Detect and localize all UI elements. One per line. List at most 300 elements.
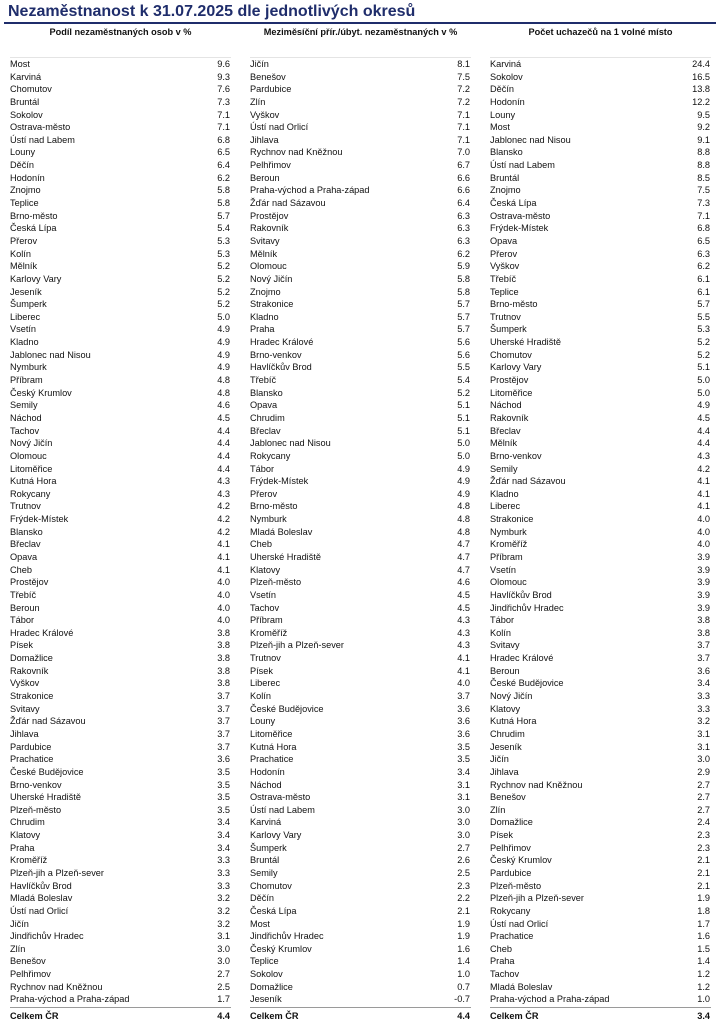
district-name: Praha	[250, 324, 275, 335]
district-name: Karlovy Vary	[10, 273, 62, 284]
table-row	[10, 273, 231, 286]
table-header: Meziměsíční přír./úbyt. nezaměstnaných v %	[250, 26, 471, 58]
district-value: 4.4	[217, 463, 230, 474]
district-name: Tábor	[490, 615, 515, 626]
table-row	[490, 134, 711, 147]
district-name: Strakonice	[10, 691, 54, 702]
district-name: Znojmo	[250, 286, 281, 297]
district-value: 3.0	[697, 754, 710, 765]
table-row	[490, 918, 711, 931]
district-value: 4.8	[457, 501, 470, 512]
district-name: Tachov	[490, 969, 520, 980]
district-name: Nový Jičín	[490, 691, 533, 702]
district-value: 5.0	[697, 387, 710, 398]
table-row	[10, 993, 231, 1006]
district-value: 12.2	[692, 96, 710, 107]
district-name: Prostějov	[250, 210, 289, 221]
table-row	[10, 639, 231, 652]
table-row	[250, 412, 471, 425]
district-name: Jihlava	[490, 766, 519, 777]
district-value: 3.6	[457, 703, 470, 714]
district-value: 5.3	[217, 235, 230, 246]
table-row	[490, 260, 711, 273]
district-value: 7.2	[457, 96, 470, 107]
district-value: 2.6	[457, 855, 470, 866]
district-name: Břeclav	[490, 425, 521, 436]
district-value: 3.8	[217, 653, 230, 664]
district-value: 4.7	[457, 551, 470, 562]
table-row	[10, 475, 231, 488]
table-row	[490, 184, 711, 197]
district-name: České Budějovice	[490, 678, 564, 689]
district-name: Beroun	[10, 602, 40, 613]
district-name: Chomutov	[250, 880, 292, 891]
table-applicants-per-vacancy	[490, 26, 711, 1023]
district-name: Chrudim	[490, 728, 525, 739]
table-row	[490, 273, 711, 286]
district-value: 3.1	[697, 728, 710, 739]
district-name: Trutnov	[250, 653, 281, 664]
district-name: Třebíč	[250, 375, 277, 386]
table-row	[10, 728, 231, 741]
district-name: Písek	[490, 830, 513, 841]
table-row	[10, 488, 231, 501]
table-row	[250, 184, 471, 197]
table-row	[250, 968, 471, 981]
district-name: Český Krumlov	[250, 943, 312, 954]
district-value: 3.3	[697, 691, 710, 702]
table-row	[10, 463, 231, 476]
table-row	[250, 159, 471, 172]
district-name: Frýdek-Místek	[490, 223, 549, 234]
district-name: Litoměřice	[250, 728, 293, 739]
table-row	[490, 728, 711, 741]
district-value: 3.2	[217, 918, 230, 929]
district-value: 4.9	[457, 476, 470, 487]
table-row	[250, 905, 471, 918]
district-name: Litoměřice	[490, 387, 533, 398]
district-value: 3.7	[217, 741, 230, 752]
district-name: Sokolov	[10, 109, 43, 120]
district-name: Kolín	[250, 691, 271, 702]
district-name: Přerov	[250, 488, 278, 499]
table-row	[250, 981, 471, 994]
district-value: 5.1	[457, 412, 470, 423]
district-name: Kladno	[250, 311, 279, 322]
table-row	[250, 804, 471, 817]
district-value: 3.0	[457, 830, 470, 841]
district-value: 9.2	[697, 122, 710, 133]
district-value: 3.8	[217, 678, 230, 689]
district-name: Bruntál	[250, 855, 280, 866]
district-name: Cheb	[250, 539, 272, 550]
table-row	[10, 361, 231, 374]
table-row	[490, 197, 711, 210]
district-value: 4.8	[457, 526, 470, 537]
district-value: 5.2	[217, 286, 230, 297]
district-value: 2.5	[457, 868, 470, 878]
district-value: 3.8	[217, 665, 230, 676]
district-value: 2.1	[697, 868, 710, 878]
district-name: Semily	[490, 463, 518, 474]
table-row	[250, 741, 471, 754]
district-value: 5.5	[697, 311, 710, 322]
table-row	[490, 589, 711, 602]
district-value: 2.9	[697, 766, 710, 777]
district-value: 3.7	[457, 691, 470, 702]
table-row	[490, 602, 711, 615]
table-row	[10, 867, 231, 880]
table-row	[10, 134, 231, 147]
table-row	[10, 336, 231, 349]
district-value: 7.1	[697, 210, 710, 221]
district-name: Pelhřimov	[250, 160, 291, 171]
district-name: Jablonec nad Nisou	[250, 438, 331, 449]
district-value: 3.5	[457, 754, 470, 765]
district-name: Žďár nad Sázavou	[10, 716, 86, 727]
district-value: 4.0	[217, 615, 230, 626]
table-row	[10, 298, 231, 311]
district-name: Písek	[250, 665, 273, 676]
district-name: Praha-východ a Praha-západ	[490, 994, 610, 1005]
table-body	[250, 58, 471, 1007]
table-total-row	[10, 1007, 231, 1023]
table-row	[490, 639, 711, 652]
table-row	[10, 172, 231, 185]
table-row	[10, 690, 231, 703]
district-value: 5.8	[217, 198, 230, 209]
table-row	[490, 905, 711, 918]
district-value: 6.1	[697, 273, 710, 284]
district-value: 3.2	[697, 716, 710, 727]
district-value: 3.8	[217, 627, 230, 638]
district-value: 8.8	[697, 147, 710, 158]
district-name: Svitavy	[250, 235, 280, 246]
table-row	[490, 286, 711, 299]
district-value: 3.3	[217, 855, 230, 866]
district-value: 3.0	[217, 956, 230, 967]
district-name: Zlín	[250, 96, 266, 107]
table-total-row	[490, 1007, 711, 1023]
table-body	[490, 58, 711, 1007]
table-row	[490, 829, 711, 842]
total-value: 4.4	[457, 1010, 470, 1021]
district-name: Mělník	[250, 248, 278, 259]
district-name: Jablonec nad Nisou	[10, 349, 91, 360]
district-name: Louny	[250, 716, 276, 727]
district-name: Pardubice	[10, 741, 52, 752]
district-name: Jeseník	[10, 286, 42, 297]
district-value: -0.7	[454, 994, 470, 1005]
table-row	[10, 627, 231, 640]
district-value: 5.9	[457, 261, 470, 272]
table-row	[10, 703, 231, 716]
district-name: Znojmo	[490, 185, 521, 196]
district-name: Plzeň-město	[250, 577, 302, 588]
district-name: Příbram	[10, 375, 43, 386]
table-row	[490, 715, 711, 728]
district-value: 5.6	[457, 349, 470, 360]
district-value: 5.0	[457, 450, 470, 461]
district-name: Hradec Králové	[490, 653, 554, 664]
district-name: Louny	[10, 147, 36, 158]
district-value: 2.7	[217, 969, 230, 980]
table-row	[250, 210, 471, 223]
district-name: Hradec Králové	[250, 337, 314, 348]
district-name: Vyškov	[250, 109, 280, 120]
district-value: 2.5	[217, 981, 230, 992]
district-name: Prostějov	[490, 375, 529, 386]
district-value: 7.3	[217, 96, 230, 107]
district-name: Svitavy	[10, 703, 40, 714]
table-row	[10, 248, 231, 261]
table-row	[490, 159, 711, 172]
table-row	[10, 121, 231, 134]
table-row	[10, 260, 231, 273]
district-value: 4.4	[217, 425, 230, 436]
district-name: Česká Lípa	[250, 905, 297, 916]
table-row	[250, 829, 471, 842]
district-name: Uherské Hradiště	[490, 337, 561, 348]
table-row	[10, 880, 231, 893]
district-value: 4.5	[457, 589, 470, 600]
district-name: Brno-venkov	[490, 450, 542, 461]
table-row	[490, 475, 711, 488]
district-value: 2.3	[697, 830, 710, 841]
district-name: Ústí nad Orlicí	[490, 918, 549, 929]
district-name: Domažlice	[10, 653, 53, 664]
table-row	[250, 526, 471, 539]
district-value: 1.6	[697, 931, 710, 942]
district-name: Chrudim	[10, 817, 45, 828]
table-row	[250, 235, 471, 248]
district-value: 4.1	[217, 564, 230, 575]
district-name: Kroměříž	[490, 539, 528, 550]
table-row	[250, 311, 471, 324]
district-value: 4.1	[217, 551, 230, 562]
district-name: Tachov	[250, 602, 280, 613]
table-row	[10, 374, 231, 387]
district-name: Teplice	[250, 956, 279, 967]
district-value: 3.5	[217, 766, 230, 777]
district-name: Vsetín	[10, 324, 37, 335]
table-row	[490, 336, 711, 349]
district-name: Mělník	[10, 261, 38, 272]
district-name: Brno-město	[250, 501, 298, 512]
district-name: Brno-venkov	[250, 349, 302, 360]
district-name: Beroun	[490, 665, 520, 676]
district-value: 3.1	[697, 741, 710, 752]
district-value: 1.9	[697, 893, 710, 904]
district-name: Bruntál	[490, 172, 520, 183]
district-value: 4.3	[457, 615, 470, 626]
district-name: Děčín	[250, 893, 275, 904]
district-name: Kutná Hora	[250, 741, 297, 752]
table-row	[490, 627, 711, 640]
district-value: 6.8	[697, 223, 710, 234]
total-label: Celkem ČR	[10, 1010, 59, 1021]
total-label: Celkem ČR	[490, 1010, 539, 1021]
district-value: 6.3	[457, 210, 470, 221]
district-value: 4.9	[457, 463, 470, 474]
table-body	[10, 58, 231, 1007]
district-value: 4.4	[697, 425, 710, 436]
table-row	[490, 311, 711, 324]
table-header: Počet uchazečů na 1 volné místo	[490, 26, 711, 58]
table-row	[10, 96, 231, 109]
district-name: Liberec	[250, 678, 281, 689]
district-value: 3.3	[217, 880, 230, 891]
district-name: Ústí nad Labem	[250, 804, 315, 815]
district-name: Strakonice	[250, 299, 294, 310]
table-row	[490, 83, 711, 96]
district-name: Nymburk	[250, 514, 287, 525]
district-name: Prachatice	[250, 754, 294, 765]
district-value: 4.1	[697, 476, 710, 487]
table-row	[490, 437, 711, 450]
district-value: 5.2	[457, 387, 470, 398]
table-row	[10, 513, 231, 526]
district-name: Domažlice	[490, 817, 533, 828]
district-name: Jičín	[250, 59, 269, 69]
district-name: Břeclav	[10, 539, 41, 550]
table-row	[490, 488, 711, 501]
table-row	[10, 968, 231, 981]
table-row	[490, 614, 711, 627]
district-name: Žďár nad Sázavou	[250, 198, 326, 209]
district-name: Písek	[10, 640, 33, 651]
district-value: 7.1	[457, 134, 470, 145]
table-header: Podíl nezaměstnaných osob v %	[10, 26, 231, 58]
district-name: Havlíčkův Brod	[10, 880, 72, 891]
district-name: Český Krumlov	[10, 387, 72, 398]
district-name: Plzeň-jih a Plzeň-sever	[490, 893, 584, 904]
table-row	[250, 779, 471, 792]
district-name: Šumperk	[10, 299, 47, 310]
district-value: 7.1	[457, 122, 470, 133]
district-value: 6.7	[457, 160, 470, 171]
table-row	[250, 172, 471, 185]
district-value: 3.4	[457, 766, 470, 777]
district-value: 6.8	[217, 134, 230, 145]
district-name: Havlíčkův Brod	[250, 362, 312, 373]
district-name: Louny	[490, 109, 516, 120]
district-value: 3.5	[217, 792, 230, 803]
district-value: 5.4	[457, 375, 470, 386]
district-value: 3.0	[217, 943, 230, 954]
district-name: Rakovník	[490, 412, 529, 423]
district-name: Kolín	[10, 248, 31, 259]
table-row	[10, 943, 231, 956]
district-name: Kolín	[490, 627, 511, 638]
table-row	[250, 627, 471, 640]
district-name: Uherské Hradiště	[250, 551, 321, 562]
table-row	[250, 134, 471, 147]
table-row	[250, 58, 471, 71]
table-row	[490, 968, 711, 981]
district-value: 3.6	[457, 716, 470, 727]
table-row	[490, 766, 711, 779]
table-row	[250, 146, 471, 159]
district-name: Frýdek-Místek	[250, 476, 309, 487]
table-row	[10, 753, 231, 766]
table-row	[490, 930, 711, 943]
district-value: 2.7	[457, 842, 470, 853]
table-row	[250, 842, 471, 855]
table-row	[10, 905, 231, 918]
table-row	[490, 551, 711, 564]
table-row	[250, 323, 471, 336]
district-value: 3.7	[217, 691, 230, 702]
table-row	[490, 753, 711, 766]
district-name: Vsetín	[490, 564, 517, 575]
district-value: 5.2	[217, 273, 230, 284]
district-value: 6.5	[697, 235, 710, 246]
district-name: Chomutov	[10, 84, 52, 95]
table-row	[250, 791, 471, 804]
district-value: 4.9	[217, 362, 230, 373]
district-name: Chrudim	[250, 412, 285, 423]
table-row	[490, 323, 711, 336]
table-row	[10, 109, 231, 122]
district-name: Pelhřimov	[10, 969, 51, 980]
district-value: 1.4	[457, 956, 470, 967]
district-name: Cheb	[10, 564, 32, 575]
table-total-row	[250, 1007, 471, 1023]
district-name: Opava	[490, 235, 518, 246]
table-row	[490, 146, 711, 159]
district-value: 7.3	[697, 198, 710, 209]
district-name: Olomouc	[490, 577, 527, 588]
district-value: 6.3	[457, 223, 470, 234]
district-name: Praha-východ a Praha-západ	[250, 185, 370, 196]
table-row	[250, 854, 471, 867]
district-name: Bruntál	[10, 96, 40, 107]
district-name: Jindřichův Hradec	[490, 602, 564, 613]
district-name: Kladno	[490, 488, 519, 499]
table-row	[10, 854, 231, 867]
district-value: 6.4	[217, 160, 230, 171]
table-row	[10, 58, 231, 71]
district-value: 4.9	[457, 488, 470, 499]
district-value: 3.8	[697, 627, 710, 638]
table-row	[250, 665, 471, 678]
district-name: Most	[10, 59, 30, 69]
tables-container	[10, 26, 711, 1023]
table-row	[10, 665, 231, 678]
district-name: Třebíč	[10, 589, 37, 600]
district-value: 3.0	[457, 804, 470, 815]
table-row	[10, 602, 231, 615]
district-name: Nový Jičín	[250, 273, 293, 284]
table-row	[250, 703, 471, 716]
district-value: 4.4	[697, 438, 710, 449]
district-value: 4.2	[697, 463, 710, 474]
district-name: Hodonín	[10, 172, 45, 183]
district-name: Kutná Hora	[490, 716, 537, 727]
district-value: 4.4	[217, 438, 230, 449]
table-row	[250, 892, 471, 905]
district-value: 5.7	[697, 299, 710, 310]
district-value: 3.2	[217, 893, 230, 904]
table-row	[490, 804, 711, 817]
district-value: 7.1	[217, 109, 230, 120]
district-value: 4.0	[217, 589, 230, 600]
table-row	[250, 677, 471, 690]
district-name: Ústí nad Labem	[10, 134, 75, 145]
district-value: 5.7	[457, 299, 470, 310]
district-name: Kutná Hora	[10, 476, 57, 487]
